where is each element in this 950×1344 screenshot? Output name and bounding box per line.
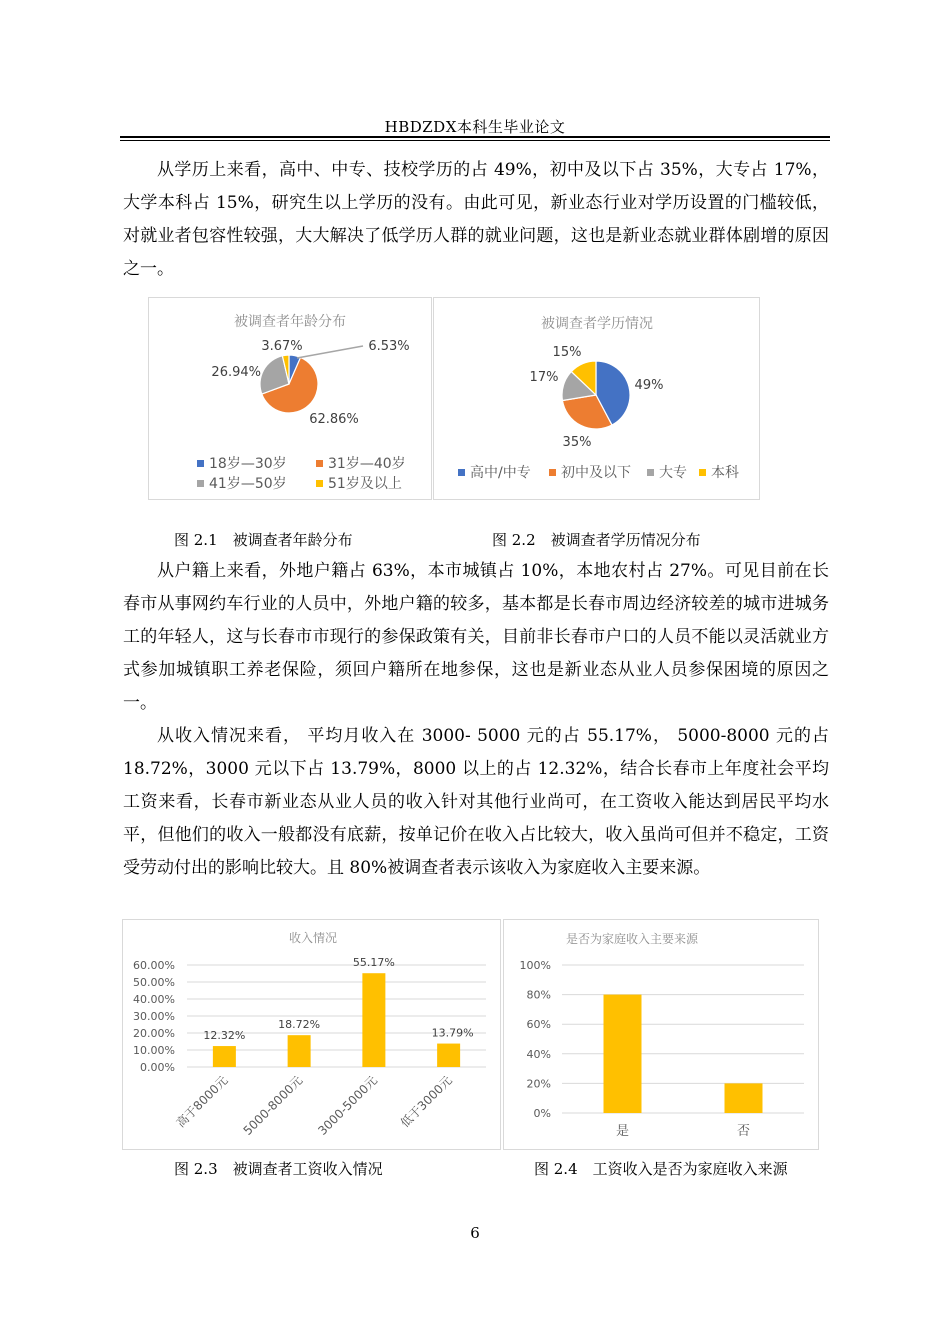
chart-main-source-svg	[504, 920, 818, 1149]
legend-swatch-2	[549, 469, 556, 476]
legend-swatch-4	[699, 469, 706, 476]
chart-income-svg	[123, 920, 500, 1149]
data-label-4: 3.67%	[261, 339, 303, 354]
y-tick-label-4: 60%	[526, 1018, 551, 1032]
bar-2	[288, 1035, 311, 1067]
chart-education-svg	[434, 298, 759, 499]
data-label-1: 6.53%	[368, 339, 410, 354]
chart-age-svg	[149, 298, 431, 499]
x-category-label-2: 5000-8000元	[240, 1073, 306, 1138]
chart-title: 收入情况	[288, 931, 338, 945]
bar-1	[604, 995, 642, 1113]
y-tick-label-5: 40.00%	[133, 993, 175, 1006]
y-tick-label-6: 50.00%	[133, 976, 175, 989]
header-rule-thin	[120, 140, 830, 141]
chart-main-income-source	[503, 919, 819, 1150]
y-tick-label-3: 40%	[526, 1047, 551, 1061]
chart-title: 被调查者学历情况	[541, 316, 653, 332]
bar-2	[725, 1083, 763, 1113]
bar-value-label-4: 13.79%	[431, 1026, 474, 1040]
y-tick-label-7: 60.00%	[133, 959, 175, 972]
y-tick-label-1: 0.00%	[140, 1061, 175, 1074]
x-category-label-1: 高于8000元	[173, 1073, 231, 1131]
caption-fig-2-1: 图 2.1 被调查者年龄分布	[174, 531, 353, 549]
bar-1	[213, 1046, 236, 1067]
data-label-3: 26.94%	[211, 365, 261, 380]
y-tick-label-3: 20.00%	[133, 1027, 175, 1040]
legend-label-4: 51岁及以上	[328, 476, 402, 492]
paragraph-household-registration: 从户籍上来看，外地户籍占 63%，本市城镇占 10%，本地农村占 27%。可见目前在长春市从事网约车行业的人员中，外地户籍的较多，基本都是长春市周边经济较差的城市进城务工的年轻人，这与长春市市现行的参保政策有关，目前非长春市户口的人员不能以灵活就业方式参加城镇职工养老保险，须回户籍所在地参保，这也是新业态从业人员参保困境的原因之一。	[123, 561, 829, 713]
legend-label-1: 18岁—30岁	[209, 456, 287, 472]
x-category-label-1: 是	[615, 1124, 630, 1139]
chart-income	[122, 919, 501, 1150]
y-tick-label-5: 80%	[526, 988, 551, 1002]
caption-fig-2-3: 图 2.3 被调查者工资收入情况	[174, 1160, 383, 1178]
y-tick-label-2: 20%	[526, 1077, 551, 1091]
data-label-2: 62.86%	[309, 412, 359, 427]
bar-3	[362, 973, 385, 1067]
legend-label-2: 31岁—40岁	[328, 456, 406, 472]
caption-fig-2-2: 图 2.2 被调查者学历情况分布	[492, 531, 701, 549]
legend-swatch-3	[197, 480, 204, 487]
data-label-3: 17%	[529, 370, 559, 385]
chart-education-distribution	[433, 297, 760, 500]
y-tick-label-4: 30.00%	[133, 1010, 175, 1023]
bar-4	[437, 1044, 460, 1067]
page-number: 6	[470, 1224, 480, 1242]
y-tick-label-6: 100%	[519, 959, 551, 972]
paragraph-education: 从学历上来看，高中、中专、技校学历的占 49%，初中及以下占 35%，大专占 17%，大学本科占 15%，研究生以上学历的没有。由此可见，新业态行业对学历设置的门槛较低，对就业者包容性较强，大大解决了低学历人群的就业问题，这也是新业态就业群体剧增的原因之一。	[123, 160, 829, 279]
leader-line	[297, 346, 363, 358]
legend-label-4: 本科	[711, 465, 739, 481]
bar-value-label-1: 12.32%	[203, 1029, 246, 1043]
legend-label-2: 初中及以下	[561, 465, 631, 481]
legend-swatch-1	[458, 469, 465, 476]
y-tick-label-1: 0%	[533, 1107, 551, 1120]
legend-swatch-3	[647, 469, 654, 476]
x-category-label-2: 否	[736, 1124, 751, 1139]
data-label-4: 15%	[552, 345, 582, 360]
bar-value-label-2: 18.72%	[278, 1018, 321, 1032]
legend-swatch-1	[197, 460, 204, 467]
running-header: HBDZDX本科生毕业论文	[384, 118, 566, 136]
data-label-2: 35%	[562, 435, 592, 450]
legend-swatch-2	[316, 460, 323, 467]
chart-title: 被调查者年龄分布	[234, 314, 346, 330]
data-label-1: 49%	[634, 378, 664, 393]
chart-title: 是否为家庭收入主要来源	[565, 932, 699, 946]
legend-label-3: 41岁—50岁	[209, 476, 287, 492]
legend-label-3: 大专	[659, 465, 687, 481]
paragraph-income: 从收入情况来看， 平均月收入在 3000- 5000 元的占 55.17%， 5000-8000 元的占 18.72%，3000 元以下占 13.79%，8000 以上的占 12.32%，结合长春市上年度社会平均工资来看，长春市新业态从业人员的收入针对其他行业尚可，在工资收入能达到居民平均水平，但他们的收入一般都没有底薪，按单记价在收入占比较大，收入虽尚可但并不稳定，工资受劳动付出的影响比较大。且 80%被调查者表示该收入为家庭收入主要来源。	[123, 726, 829, 878]
y-tick-label-2: 10.00%	[133, 1044, 175, 1057]
x-category-label-3: 3000-5000元	[315, 1073, 380, 1138]
chart-age-distribution	[148, 297, 432, 500]
bar-value-label-3: 55.17%	[352, 956, 395, 970]
x-category-label-4: 低于3000元	[397, 1073, 455, 1131]
legend-label-1: 高中/中专	[470, 465, 531, 481]
caption-fig-2-4: 图 2.4 工资收入是否为家庭收入来源	[534, 1160, 788, 1178]
legend-swatch-4	[316, 480, 323, 487]
header-rule-thick	[120, 136, 830, 138]
